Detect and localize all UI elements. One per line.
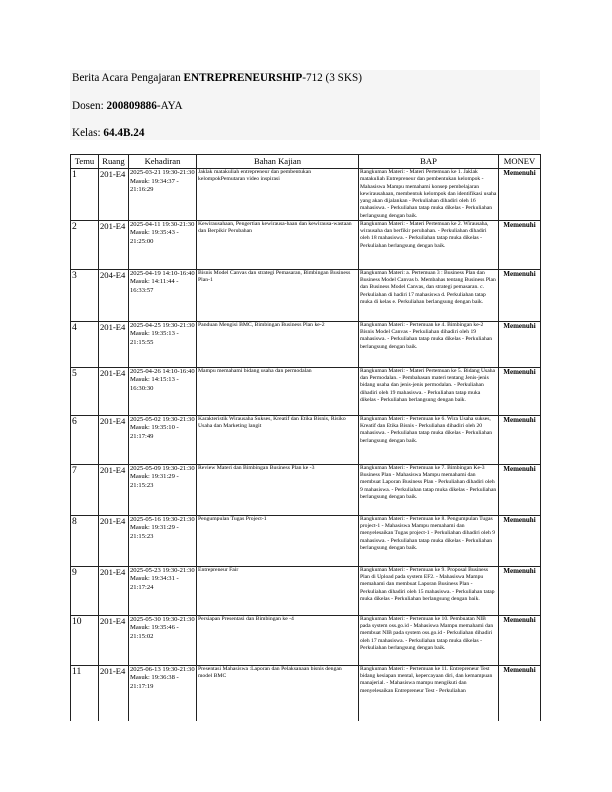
cell-bahan-kajian: Presentasi Mahasiswa :Laporan dan Pelaksanaan bisnis dengan model BMC [197,665,359,721]
cell-monev: Memenuhi [499,665,541,721]
cell-bap: Rangkuman Materi: a. Pertemuan 3 : Business Plan dan Business Model Canvas b. Membahas tentang Business Plan dan Business Model Canvas, dan strategi pemasaran. c. Perkuliahan di hadiri 17 mahasiswa d. Perkuliahan tatap muka di kelas e. Perkuliahan berlangsung dengan baik. [359,269,499,321]
cell-monev: Memenuhi [499,169,541,221]
dosen-id: 200809886 [106,100,157,112]
cell-kehadiran: 2025-05-02 19:30-21:30 Masuk: 19:35:10 - 21:17:49 [129,415,197,464]
cell-kehadiran: 2025-05-09 19:30-21:30 Masuk: 19:31:29 - 21:15:23 [129,464,197,515]
cell-temu: 5 [71,367,99,415]
document-title [72,72,362,84]
cell-kehadiran: 2025-05-23 19:30-21:30 Masuk: 19:34:31 - 21:17:24 [129,566,197,615]
cell-ruang: 201-E4 [99,464,129,515]
table-row [71,415,541,464]
cell-bahan-kajian: Entrepreneur Fair [197,566,359,615]
table-row [71,566,541,615]
cell-kehadiran: 2025-04-19 14:10-16:40 Masuk: 14:11:44 - 16:33:57 [129,269,197,321]
cell-ruang: 201-E4 [99,220,129,269]
cell-bap: Rangkuman Materi: - Pertemuan ke 11. Entrepreneur Test bidang kesiapan mental, kepercayaan diri, dan kemampuan manajerial. - Mahasiswa mampu mengikuti dan menyelesaikan Entrepreneur Test - Perkuliahan [359,665,499,721]
cell-kehadiran: 2025-05-30 19:30-21:30 Masuk: 19:35:46 - 21:15:02 [129,615,197,665]
cell-bap: Rangkuman Materi: - Materi Pertemuan ke 1. Jaklak matakuliah Entrepreneur dan pembentukan kelompok - Mahasiswa Mampu memahami konsep pembelajaran kewirausahaan, membentuk kelompok dan identifikasi usaha yang akan dijalankan - Perkuliahan dihadiri oleh 16 mahasiswa. - Perkuliahan tatap muka dikelas - Perkuliahan berlangsung dengan baik. [359,169,499,221]
cell-temu: 8 [71,515,99,566]
cell-bap: Rangkuman Materi: - Materi Pertemuan ke 5. Bidang Usaha dan Permodalan. - Pembahasan materi tentang Jenis-jenis bidang usaha dan jenis-jenis permodalan. - Perkuliahan dihadiri oleh 19 mahasiswa. - Perkuliahan tatap muka dikelas - Perkuliahan berlangsung dengan baik. [359,367,499,415]
cell-temu: 9 [71,566,99,615]
table-row [71,269,541,321]
column-header-temu: Temu [71,155,99,169]
cell-kehadiran: 2025-04-26 14:10-16:40 Masuk: 14:15:13 - 16:30:30 [129,367,197,415]
cell-ruang: 201-E4 [99,415,129,464]
table-row [71,220,541,269]
cell-bahan-kajian: Mampu memahami bidang usaha dan permodalan [197,367,359,415]
kelas-line [72,127,144,139]
column-header-bahan-kajian: Bahan Kajian [197,155,359,169]
cell-ruang: 201-E4 [99,367,129,415]
kelas-value: 64.4B.24 [103,127,145,139]
dosen-code: -AYA [156,100,183,112]
cell-ruang: 201-E4 [99,169,129,221]
column-header-monev: MONEV [499,155,541,169]
cell-monev: Memenuhi [499,415,541,464]
cell-kehadiran: 2025-05-16 19:30-21:30 Masuk: 19:31:29 - 21:15:23 [129,515,197,566]
table-row [71,367,541,415]
cell-monev: Memenuhi [499,515,541,566]
cell-bap: Rangkuman Materi: - Pertemuan ke 7. Bimbingan Ke-3 Business Plan - Mahasiswa Mampu memahami dan membuat Laporan Business Plan - Perkuliahan dihadiri oleh 9 mahasiswa. - Perkuliahan tatap muka dikelas - Perkuliahan berlangsung dengan baik. [359,464,499,515]
cell-ruang: 204-E4 [99,269,129,321]
cell-temu: 3 [71,269,99,321]
course-name: ENTREPRENEURSHIP [183,72,303,84]
cell-temu: 11 [71,665,99,721]
cell-bahan-kajian: Review Materi dan Bimbingan Business Plan ke -3 [197,464,359,515]
cell-temu: 1 [71,169,99,221]
column-header-ruang: Ruang [99,155,129,169]
table-row [71,464,541,515]
kelas-label: Kelas: [72,127,104,139]
cell-monev: Memenuhi [499,464,541,515]
cell-temu: 10 [71,615,99,665]
cell-monev: Memenuhi [499,321,541,367]
cell-bap: Rangkuman Materi: - Pertemuan ke 4. Bimbingan ke-2 Bisnis Model Canvas - Perkuliahan dihadiri oleh 19 mahasiswa. - Perkuliahan tatap muka dikelas - Perkuliahan berlangsung dengan baik. [359,321,499,367]
cell-bahan-kajian: Pengumpulan Tugas Project-1 [197,515,359,566]
cell-bahan-kajian: Panduan Mengisi BMC, Bimbingan Business Plan ke-2 [197,321,359,367]
cell-kehadiran: 2025-04-25 19:30-21:30 Masuk: 19:35:13 - 21:15:55 [129,321,197,367]
cell-monev: Memenuhi [499,220,541,269]
cell-ruang: 201-E4 [99,665,129,721]
cell-kehadiran: 2025-03-21 19:30-21:30 Masuk: 19:34:37 - 21:16:29 [129,169,197,221]
cell-bap: Rangkuman Materi: - Pertemuan ke 9. Proposal Business Plan di Upload pada system EF2. - Mahasiswa Mampu memahami dan membuat Laporan Business Plan - Perkuliahan dihadiri oleh 15 mahasiswa. - Perkuliahan tatap muka dikelas - Perkuliahan berlangsung dengan baik. [359,566,499,615]
dosen-label: Dosen: [72,100,107,112]
column-header-kehadiran: Kehadiran [129,155,197,169]
bap-table [70,154,541,721]
cell-monev: Memenuhi [499,269,541,321]
table-header-row [71,155,541,169]
cell-bahan-kajian: Kewirausahaan, Pengertian kewirausa-haan dan kewirausa-wastaan dan Berpikir Perubahan [197,220,359,269]
title-prefix: Berita Acara Pengajaran [72,72,184,84]
column-header-bap: BAP [359,155,499,169]
cell-temu: 4 [71,321,99,367]
cell-bahan-kajian: Bisnis Model Canvas dan strategi Pemasaran, Bimbingan Business Plan-1 [197,269,359,321]
cell-bahan-kajian: Jaklak matakuliah entrepreneur dan pembentukan kelompokPemutaran video inspirasi [197,169,359,221]
cell-ruang: 201-E4 [99,615,129,665]
cell-bap: Rangkuman Materi: - Pertemuan ke 10. Pembuatan NIB pada system oss.go.id - Mahasiswa Mampu memahami dan membuat NIB pada system oss.go.id - Perkuliahan dihadiri oleh 17 mahasiswa. - Perkuliahan tatap muka dikelas - Perkuliahan berlangsung dengan baik. [359,615,499,665]
cell-monev: Memenuhi [499,566,541,615]
cell-temu: 6 [71,415,99,464]
cell-monev: Memenuhi [499,615,541,665]
table-row [71,169,541,221]
cell-ruang: 201-E4 [99,321,129,367]
cell-ruang: 201-E4 [99,566,129,615]
cell-bahan-kajian: Persiapan Presentasi dan Bimbingan ke -4 [197,615,359,665]
table-row [71,665,541,721]
cell-bap: Rangkuman Materi: - Pertemuan ke 8. Pengumpulan Tugas project-1 - Mahasiswa Mampu memahami dan menyelesaikan Tugas project-1 - Perkuliahan dihadiri oleh 9 mahasiswa. - Perkuliahan tatap muka dikelas - Perkuliahan berlangsung dengan baik. [359,515,499,566]
cell-bahan-kajian: Karakteristik Wirausaha Sukses, Kreatif dan Etika Bisnis, Risiko Usaha dan Marketing langit [197,415,359,464]
dosen-line [72,100,183,112]
cell-temu: 2 [71,220,99,269]
cell-bap: Rangkuman Materi: - Materi Pertemuan ke 2. Wirausaha, wirausaha dan berfikir perubahan. - Perkuliahan dihadiri oleh 18 mahasiswa. - Perkuliahan tatap muka dikelas - Perkuliahan berlangsung dengan baik. [359,220,499,269]
cell-kehadiran: 2025-06-13 19:30-21:30 Masuk: 19:36:38 - 21:17:19 [129,665,197,721]
table-row [71,515,541,566]
table-row [71,321,541,367]
table-row [71,615,541,665]
table-body [71,169,541,722]
cell-kehadiran: 2025-04-11 19:30-21:30 Masuk: 19:35:43 - 21:25:00 [129,220,197,269]
cell-ruang: 201-E4 [99,515,129,566]
course-code: -712 (3 SKS) [302,72,362,84]
cell-temu: 7 [71,464,99,515]
cell-monev: Memenuhi [499,367,541,415]
cell-bap: Rangkuman Materi: - Pertemuan ke 6. Wira Usaha sukses, Kreatif dan Etika Bisnis - Perkuliahan dihadiri oleh 20 mahasiswa. - Perkuliahan tatap muka dikelas - Perkuliahan berlangsung dengan baik. [359,415,499,464]
